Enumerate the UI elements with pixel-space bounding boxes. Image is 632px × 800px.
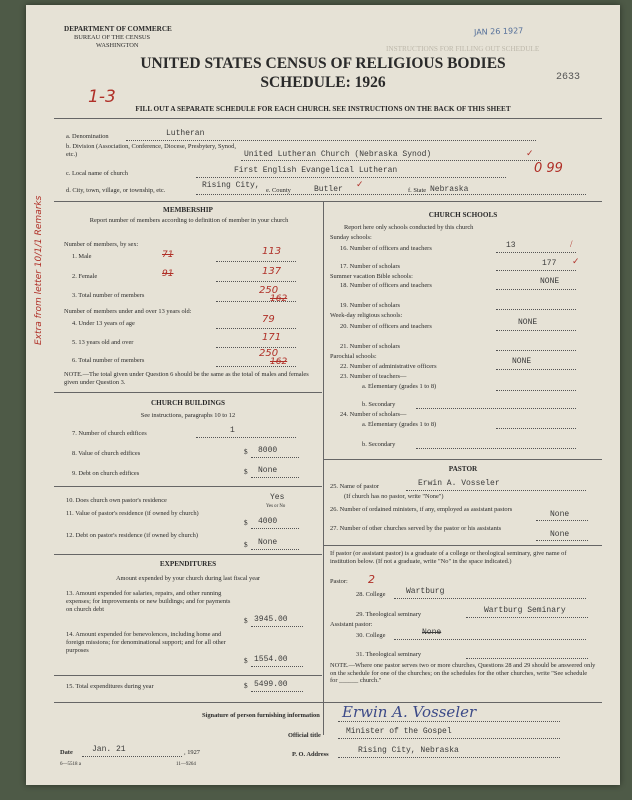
under-13-label: 4. Under 13 years of age <box>72 320 135 327</box>
q10-label: 10. Does church own pastor's residence <box>66 497 167 504</box>
state-label: f. State <box>408 187 427 194</box>
schools-heading: CHURCH SCHOOLS <box>428 211 498 219</box>
buildings-heading: CHURCH BUILDINGS <box>150 399 226 407</box>
form-title: UNITED STATES CENSUS OF RELIGIOUS BODIES <box>140 55 506 72</box>
age-intro-label: Number of members under and over 13 years old: <box>64 308 192 315</box>
sunday-schools-label: Sunday schools: <box>330 234 372 241</box>
total-members-6-value: 250 <box>259 348 279 359</box>
division-value: United Lutheran Church (Nebraska Synod) <box>244 150 432 159</box>
check-mark-icon: ✓ <box>526 148 534 158</box>
q7-value: 1 <box>230 426 235 435</box>
total-members-label: 3. Total number of members <box>72 292 145 299</box>
pastor-sublabel: Pastor: <box>330 578 348 585</box>
q14-value: 1554.00 <box>254 655 288 664</box>
male-old-value: 71 <box>162 250 174 260</box>
po-address-label: P. O. Address <box>292 751 329 758</box>
dollar-sign: $ <box>244 468 248 476</box>
q12-value: None <box>258 538 278 547</box>
q23a-label: a. Elementary (grades 1 to 8) <box>362 383 437 390</box>
q13-value: 3945.00 <box>254 615 288 624</box>
q22-label: 22. Number of administrative officers <box>340 363 437 370</box>
handwritten-batch-mark: 1-3 <box>88 87 116 107</box>
q11-value: 4000 <box>258 517 278 526</box>
q20-value: NONE <box>518 318 538 327</box>
form-subtitle: SCHEDULE: 1926 <box>260 74 386 91</box>
q19-label: 19. Number of scholars <box>340 302 400 309</box>
q12-label: 12. Debt on pastor's residence (if owned by church) <box>66 532 198 539</box>
dollar-sign: $ <box>244 541 248 549</box>
under-13-value: 79 <box>262 314 275 325</box>
local-name-label: c. Local name of church <box>66 170 128 177</box>
expenditures-heading: EXPENDITURES <box>159 560 217 568</box>
state-value: Nebraska <box>430 185 469 194</box>
q28-value: Wartburg <box>406 587 445 596</box>
signature-value: Erwin A. Vosseler <box>342 703 477 721</box>
q15-label: 15. Total expenditures during year <box>66 683 154 690</box>
q22-value: NONE <box>512 357 532 366</box>
faded-bleed-through-heading: INSTRUCTIONS FOR FILLING OUT SCHEDULE <box>386 45 540 53</box>
denomination-label: a. Denomination <box>66 133 109 140</box>
q29-label: 29. Theological seminary <box>356 611 422 618</box>
summer-schools-label: Summer vacation Bible schools: <box>330 273 413 280</box>
over-13-label: 5. 13 years old and over <box>72 339 134 346</box>
female-value: 137 <box>262 266 282 277</box>
total-members-old-value: 162 <box>270 294 288 304</box>
official-title-value: Minister of the Gospel <box>346 727 452 736</box>
date-value: Jan. 21 <box>92 745 126 754</box>
county-value: Butler <box>314 185 343 194</box>
pastor-hand-mark: 2 <box>368 573 375 586</box>
q8-value: 8000 <box>258 446 278 455</box>
q26-label: 26. Number of ordained ministers, if any, employed as assistant pastors <box>330 506 513 513</box>
handwritten-code: 0 99 <box>534 161 563 176</box>
census-schedule-sheet <box>26 5 620 785</box>
q17-label: 17. Number of scholars <box>340 263 400 270</box>
city-value: Rising City, <box>202 181 260 190</box>
q16-label: 16. Number of officers and teachers <box>340 245 432 252</box>
q17-value: 177 <box>542 259 557 268</box>
members-by-sex-label: Number of members, by sex: <box>64 241 139 248</box>
county-label: e. County <box>266 187 291 194</box>
membership-note: NOTE.—The total given under Question 6 should be the same as the total of males and females given under Question 3. <box>64 371 309 386</box>
q9-label: 9. Debt on church edifices <box>72 470 140 477</box>
bureau-name: BUREAU OF THE CENSUS <box>74 34 151 41</box>
female-label: 2. Female <box>72 273 98 280</box>
total-members-6-old-value: 162 <box>270 357 288 367</box>
date-year: , 1927 <box>184 749 200 756</box>
department-name: DEPARTMENT OF COMMERCE <box>64 25 172 33</box>
q24b-label: b. Secondary <box>362 441 396 448</box>
q23b-label: b. Secondary <box>362 401 396 408</box>
female-old-value: 91 <box>162 269 174 279</box>
q30-value: None <box>422 628 442 637</box>
q28-label: 28. College <box>356 591 386 598</box>
dollar-sign: $ <box>244 448 248 456</box>
q9-value: None <box>258 466 278 475</box>
division-label: b. Division (Association, Conference, Diocese, Presbytery, Synod, etc.) <box>66 143 236 158</box>
q18-label: 18. Number of officers and teachers <box>340 282 432 289</box>
graduate-note: If pastor (or assistant pastor) is a graduate of a college or theological seminary, give name of institution below. (If not a graduate, write "No" in the space indicated.) <box>330 550 567 565</box>
q16-value: 13 <box>506 241 516 250</box>
q18-value: NONE <box>540 277 560 286</box>
q10-hint: Yes or No <box>266 504 286 509</box>
weekday-schools-label: Week-day religious schools: <box>330 312 403 319</box>
print-number: 11—9264 <box>176 762 196 767</box>
q25-value: Erwin A. Vosseler <box>418 479 500 488</box>
q25-hint: (If church has no pastor, write "None") <box>344 493 444 500</box>
q27-label: 27. Number of other churches served by the pastor or his assistants <box>330 525 502 532</box>
q8-label: 8. Value of church edifices <box>72 450 141 457</box>
membership-heading: MEMBERSHIP <box>163 206 213 214</box>
received-date-stamp: JAN 26 1927 <box>473 26 524 37</box>
q14-label: 14. Amount expended for benevolences, including home and foreign missions; for denominational support; and for all other purposes <box>66 631 226 655</box>
form-instructions: FILL OUT A SEPARATE SCHEDULE FOR EACH CHURCH. SEE INSTRUCTIONS ON THE BACK OF THIS SHEET <box>135 105 511 113</box>
check-mark-icon: ✓ <box>356 179 364 189</box>
q23-label: 23. Number of teachers— <box>340 373 407 380</box>
parochial-schools-label: Parochial schools: <box>330 353 377 360</box>
q13-label: 13. Amount expended for salaries, repairs, and other running expenses; for improvements or new buildings; and for payments on church debt <box>66 590 231 614</box>
dollar-sign: $ <box>244 682 248 690</box>
q11-label: 11. Value of pastor's residence (if owned by church) <box>66 510 199 517</box>
form-number: 6—5518 a <box>60 762 81 767</box>
membership-intro: Report number of members according to definition of member in your church <box>89 217 289 224</box>
dollar-sign: $ <box>244 617 248 625</box>
buildings-subheading: See instructions, paragraphs 10 to 12 <box>140 412 236 419</box>
date-label: Date <box>60 749 73 756</box>
assistant-pastor-sublabel: Assistant pastor: <box>330 621 373 628</box>
pastor-heading: PASTOR <box>448 465 478 473</box>
bureau-city: WASHINGTON <box>96 42 139 49</box>
official-title-label: Official title <box>288 732 321 739</box>
q24a-label: a. Elementary (grades 1 to 8) <box>362 421 437 428</box>
q29-value: Wartburg Seminary <box>484 606 566 615</box>
total-members-value: 250 <box>259 285 279 296</box>
total-members-6-label: 6. Total number of members <box>72 357 145 364</box>
check-mark-icon: ✓ <box>572 256 580 266</box>
local-name-value: First English Evangelical Lutheran <box>234 166 398 175</box>
expenditures-subheading: Amount expended by your church during last fiscal year <box>115 575 261 582</box>
over-13-value: 171 <box>262 332 282 343</box>
pastor-note: NOTE.—Where one pastor serves two or more churches, Questions 28 and 29 should be answered only on the schedule for one of the churches; on the schedules for the other churches, write "See schedule for ______ church." <box>330 662 596 685</box>
po-address-value: Rising City, Nebraska <box>358 746 459 755</box>
margin-handwritten-note: Extra from letter 10/1/1 Remarks <box>34 195 44 345</box>
q24-label: 24. Number of scholars— <box>340 411 407 418</box>
schedule-number: 2633 <box>556 72 581 83</box>
q31-label: 31. Theological seminary <box>356 651 422 658</box>
check-mark-icon: / <box>570 239 573 249</box>
q26-value: None <box>550 510 570 519</box>
denomination-value: Lutheran <box>166 129 205 138</box>
q7-label: 7. Number of church edifices <box>72 430 147 437</box>
q27-value: None <box>550 530 570 539</box>
dollar-sign: $ <box>244 519 248 527</box>
dollar-sign: $ <box>244 657 248 665</box>
male-value: 113 <box>262 246 282 257</box>
q10-value: Yes <box>270 493 285 502</box>
q25-label: 25. Name of pastor <box>330 483 379 490</box>
male-label: 1. Male <box>72 253 92 260</box>
signature-label: Signature of person furnishing information <box>202 712 320 719</box>
schools-intro: Report here only schools conducted by this church <box>344 224 474 231</box>
city-label: d. City, town, village, or township, etc. <box>66 187 166 194</box>
q15-value: 5499.00 <box>254 680 288 689</box>
q21-label: 21. Number of scholars <box>340 343 400 350</box>
q30-label: 30. College <box>356 632 386 639</box>
q20-label: 20. Number of officers and teachers <box>340 323 432 330</box>
